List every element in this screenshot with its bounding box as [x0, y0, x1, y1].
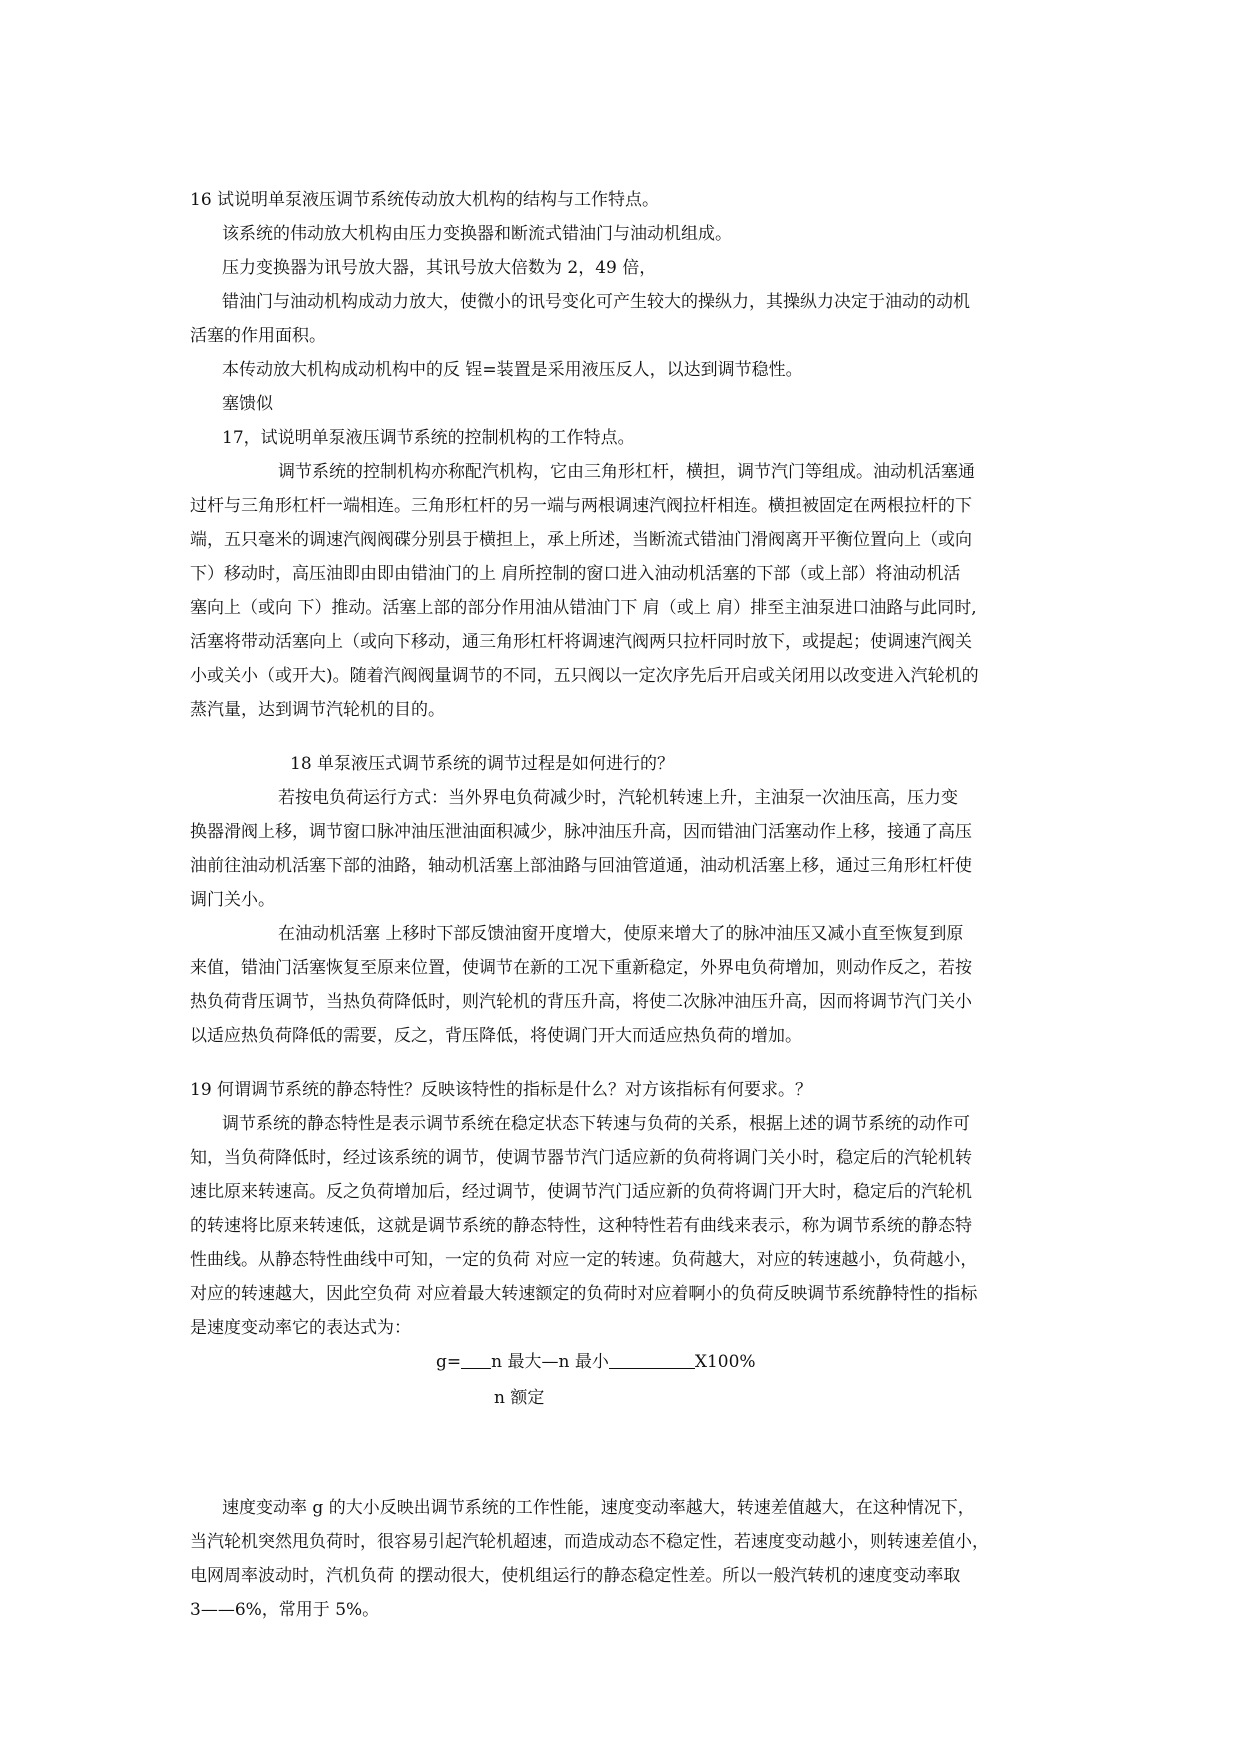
q18-line: 若按电负荷运行方式：当外界电负荷减少时，汽轮机转速上升，主油泵一次油压高，压力变	[278, 788, 958, 808]
q17-line: 塞向上（或向 下）推动。活塞上部的部分作用油从错油门下 肩（或上 肩）排至主油泵进口油路与此同时,	[190, 598, 977, 618]
q19-line: 调节系统的静态特性是表示调节系统在稳定状态下转速与负荷的关系，根据上述的调节系统的动作可	[222, 1114, 970, 1134]
speed-variation-formula	[436, 1345, 756, 1379]
q19-after-line: 电网周率波动时，汽机负荷 的摆动很大，使机组运行的静态稳定性差。所以一般汽转机的速度变动率取	[190, 1566, 961, 1586]
q17-line: 下）移动时，高压油即由即由错油门的上 肩所控制的窗口进入油动机活塞的下部（或上部）将油动机活	[190, 564, 961, 584]
q16-title: 16 试说明单泵液压调节系统传动放大机构的结构与工作特点。	[190, 190, 660, 210]
formula-factor: X100%	[694, 1352, 756, 1372]
q18-line: 调门关小。	[190, 890, 275, 910]
q17-line: 蒸汽量，达到调节汽轮机的目的。	[190, 700, 445, 720]
q17-line: 活塞将带动活塞向上（或向下移动，通三角形杠杆将调速汽阀两只拉杆同时放下，或提起；使调速汽阀关	[190, 632, 972, 652]
q19-line: 是速度变动率它的表达式为：	[190, 1318, 411, 1338]
q19-line: 性曲线。从静态特性曲线中可知，一定的负荷 对应一定的转速。负荷越大，对应的转速越小，负荷越小，	[190, 1250, 978, 1270]
q19-after-line: 3——6%，常用于 5%。	[190, 1600, 380, 1620]
q16-line: 该系统的伟动放大机构由压力变换器和断流式错油门与油动机组成。	[222, 224, 732, 244]
q18-line: 以适应热负荷降低的需要，反之，背压降低，将使调门开大而适应热负荷的增加。	[190, 1026, 802, 1046]
q19-after-line: 速度变动率 g 的大小反映出调节系统的工作性能，速度变动率越大，转速差值越大，在这种情况下，	[222, 1498, 975, 1518]
q17-line: 小或关小（或开大)。随着汽阀阀量调节的不同，五只阀以一定次序先后开启或关闭用以改变进入汽轮机的	[190, 666, 979, 686]
q19-line: 知，当负荷降低时，经过该系统的调节，使调节器节汽门适应新的负荷将调门关小时，稳定后的汽轮机转	[190, 1148, 972, 1168]
q16-line: 活塞的作用面积。	[190, 326, 326, 346]
q16-line: 压力变换器为讯号放大器，其讯号放大倍数为 2，49 倍，	[222, 258, 657, 278]
q17-line: 过杆与三角形杠杆一端相连。三角形杠杆的另一端与两根调速汽阀拉杆相连。横担被固定在两根拉杆的下	[190, 496, 972, 516]
q19-line: 的转速将比原来转速低，这就是调节系统的静态特性，这种特性若有曲线来表示，称为调节系统的静态特	[190, 1216, 972, 1236]
q17-line: 端，五只毫米的调速汽阀阀碟分别县于横担上，承上所述，当断流式错油门滑阀离开平衡位置向上（或向	[190, 530, 972, 550]
formula-lhs: g=	[436, 1352, 462, 1372]
q17-line: 调节系统的控制机构亦称配汽机构，它由三角形杠杆，横担，调节汽门等组成。油动机活塞通	[278, 462, 975, 482]
q18-line: 换器滑阀上移，调节窗口脉冲油压泄油面积减少，脉冲油压升高，因而错油门活塞动作上移，接通了高压	[190, 822, 972, 842]
q18-line: 热负荷背压调节，当热负荷降低时，则汽轮机的背压升高，将使二次脉冲油压升高，因而将调节汽门关小	[190, 992, 972, 1012]
q16-line: 塞馈似	[222, 394, 273, 414]
q19-after-line: 当汽轮机突然甩负荷时，很容易引起汽轮机超速，而造成动态不稳定性，若速度变动越小，则转速差值小，	[190, 1532, 989, 1552]
q18-line: 来值，错油门活塞恢复至原来位置，使调节在新的工况下重新稳定，外界电负荷增加，则动作反之，若按	[190, 958, 972, 978]
q17-title: 17，试说明单泵液压调节系统的控制机构的工作特点。	[222, 428, 635, 448]
formula-denominator: n 额定	[494, 1388, 545, 1408]
q18-line: 在油动机活塞 上移时下部反馈油窗开度增大，使原来增大了的脉冲油压又减小直至恢复到原	[278, 924, 964, 944]
q16-line: 本传动放大机构成动机构中的反 锃=装置是采用液压反人，以达到调节稳性。	[222, 360, 803, 380]
q16-line: 错油门与油动机构成动力放大，使微小的讯号变化可产生较大的操纵力，其操纵力决定于油动的动机	[222, 292, 970, 312]
q19-line: 速比原来转速高。反之负荷增加后，经过调节，使调节汽门适应新的负荷将调门开大时，稳定后的汽轮机	[190, 1182, 972, 1202]
q19-line: 对应的转速越大，因此空负荷 对应着最大转速额定的负荷时对应着啊小的负荷反映调节系统静特性的指标	[190, 1284, 978, 1304]
formula-numerator: n 最大—n 最小	[491, 1352, 609, 1372]
q18-title: 18 单泵液压式调节系统的调节过程是如何进行的？	[290, 754, 675, 774]
formula-underline	[461, 1350, 491, 1369]
q18-line: 油前往油动机活塞下部的油路，轴动机活塞上部油路与回油管道通，油动机活塞上移，通过三角形杠杆使	[190, 856, 972, 876]
q19-title: 19 何谓调节系统的静态特性？反映该特性的指标是什么？对方该指标有何要求。？	[190, 1080, 813, 1100]
formula-underline	[609, 1350, 695, 1369]
